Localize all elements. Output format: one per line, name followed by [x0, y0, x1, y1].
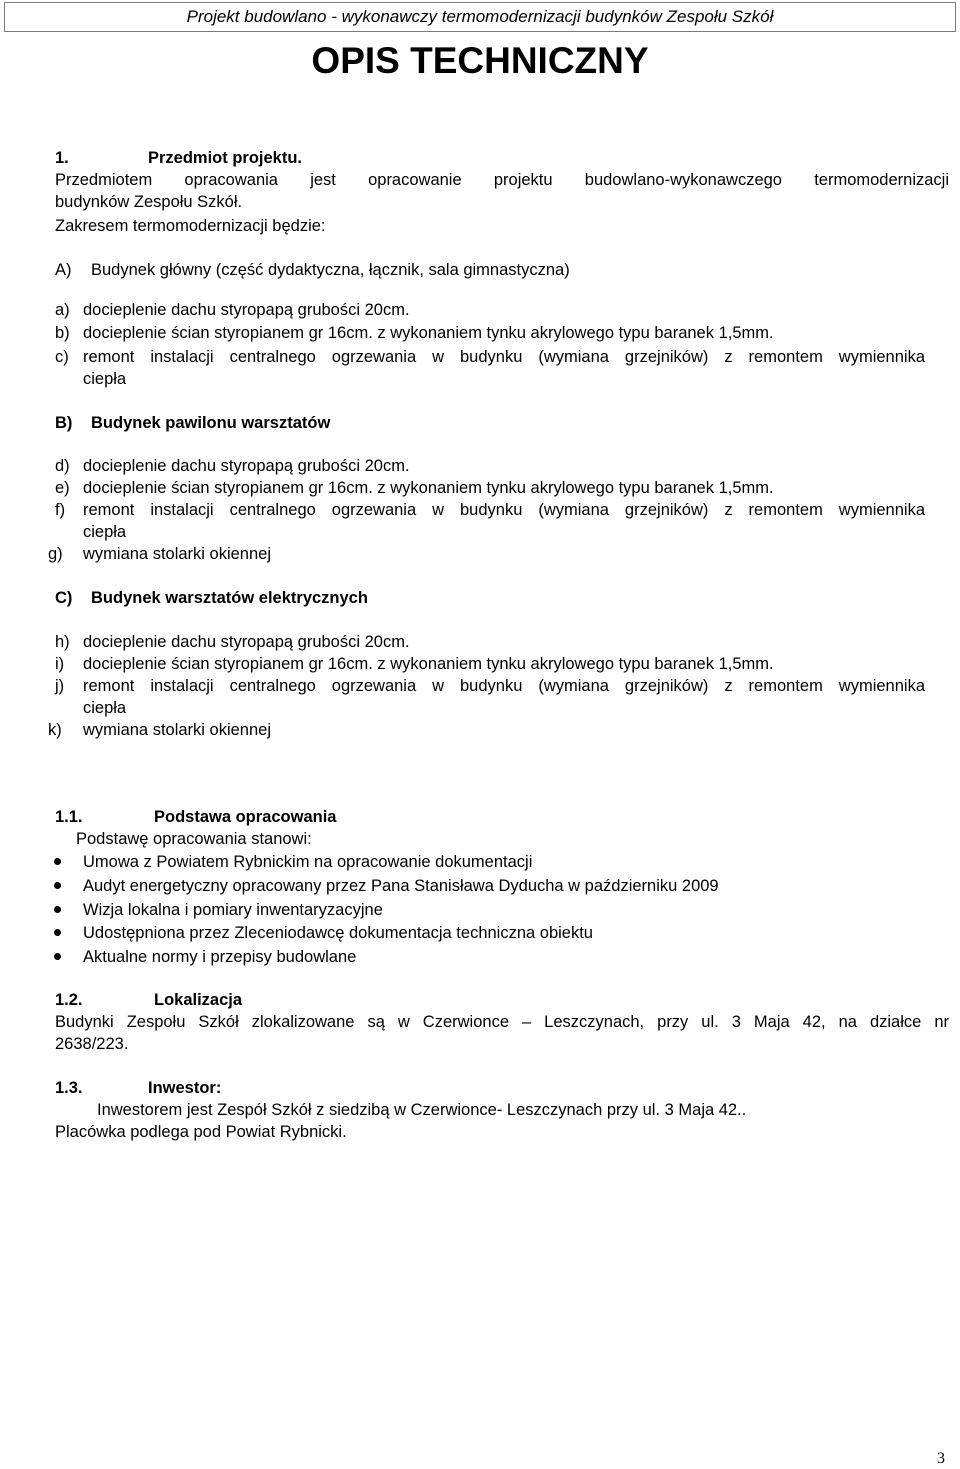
item-text: docieplenie ścian styropianem gr 16cm. z wykonaniem tynku akrylowego typu baranek 1,5mm. [83, 324, 774, 342]
item-label: i) [55, 655, 65, 673]
item-text: docieplenie ścian styropianem gr 16cm. z wykonaniem tynku akrylowego typu baranek 1,5mm. [83, 479, 774, 497]
group-a-title: Budynek główny (część dydaktyczna, łącznik, sala gimnastyczna) [91, 261, 570, 279]
section-1-3-number: 1.3. [55, 1079, 83, 1097]
basis-item: Udostępniona przez Zleceniodawcę dokumentacja techniczna obiektu [83, 924, 593, 942]
basis-item: Aktualne normy i przepisy budowlane [83, 948, 357, 966]
item-text: remont instalacji centralnego ogrzewania w budynku (wymiana grzejników) z remontem wymiennika [83, 348, 925, 366]
basis-item: Umowa z Powiatem Rybnickim na opracowanie dokumentacji [83, 853, 533, 871]
bullet-icon [54, 953, 61, 960]
item-label: e) [55, 479, 70, 497]
running-header: Projekt budowlano - wykonawczy termomodernizacji budynków Zespołu Szkół [4, 2, 956, 32]
item-text: wymiana stolarki okiennej [83, 545, 272, 563]
section-1-paragraph-line-1: Przedmiotem opracowania jest opracowanie projektu budowlano-wykonawczego termomodernizacji [55, 171, 949, 189]
section-1-1-number: 1.1. [55, 808, 83, 826]
item-text: docieplenie dachu styropapą grubości 20cm. [83, 301, 410, 319]
basis-item: Wizja lokalna i pomiary inwentaryzacyjne [83, 901, 383, 919]
item-label: c) [55, 348, 69, 366]
page-number: 3 [937, 1450, 945, 1467]
location-line-2: 2638/223. [55, 1035, 129, 1053]
section-1-number: 1. [55, 149, 69, 167]
location-line-1: Budynki Zespołu Szkół zlokalizowane są w Czerwionce – Leszczynach, przy ul. 3 Maja 42, na działce nr [55, 1013, 949, 1031]
group-a-label: A) [55, 261, 72, 279]
bullet-icon [54, 882, 61, 889]
bullet-icon [54, 858, 61, 865]
item-label: b) [55, 324, 70, 342]
item-label: k) [48, 721, 62, 739]
group-b-title: Budynek pawilonu warsztatów [91, 414, 331, 432]
section-1-1-heading: Podstawa opracowania [154, 808, 337, 826]
item-text: remont instalacji centralnego ogrzewania w budynku (wymiana grzejników) z remontem wymiennika [83, 677, 925, 695]
document-title: OPIS TECHNICZNY [311, 40, 649, 81]
item-label: f) [55, 501, 66, 519]
item-text-continued: ciepła [83, 523, 127, 541]
item-text: wymiana stolarki okiennej [83, 721, 272, 739]
section-1-heading: Przedmiot projektu. [148, 149, 303, 167]
item-text: docieplenie dachu styropapą grubości 20cm. [83, 633, 410, 651]
section-1-3-heading: Inwestor: [148, 1079, 222, 1097]
item-label: g) [48, 545, 63, 563]
item-text-continued: ciepła [83, 370, 127, 388]
item-label: j) [55, 677, 65, 695]
bullet-icon [54, 906, 61, 913]
basis-item: Audyt energetyczny opracowany przez Pana Stanisława Dyducha w październiku 2009 [83, 877, 719, 895]
item-text: docieplenie ścian styropianem gr 16cm. z wykonaniem tynku akrylowego typu baranek 1,5mm. [83, 655, 774, 673]
investor-line-1: Inwestorem jest Zespół Szkół z siedzibą w Czerwionce- Leszczynach przy ul. 3 Maja 42.. [97, 1101, 747, 1119]
basis-intro: Podstawę opracowania stanowi: [76, 830, 312, 848]
item-label: h) [55, 633, 70, 651]
section-1-2-heading: Lokalizacja [154, 991, 243, 1009]
item-text: remont instalacji centralnego ogrzewania w budynku (wymiana grzejników) z remontem wymiennika [83, 501, 925, 519]
group-b-label: B) [55, 414, 73, 432]
item-label: a) [55, 301, 70, 319]
investor-line-2: Placówka podlega pod Powiat Rybnicki. [55, 1123, 347, 1141]
section-1-paragraph-line-2: budynków Zespołu Szkół. [55, 193, 243, 211]
item-text-continued: ciepła [83, 699, 127, 717]
bullet-icon [54, 929, 61, 936]
group-c-title: Budynek warsztatów elektrycznych [91, 589, 368, 607]
item-label: d) [55, 457, 70, 475]
section-1-2-number: 1.2. [55, 991, 83, 1009]
scope-intro: Zakresem termomodernizacji będzie: [55, 217, 326, 235]
item-text: docieplenie dachu styropapą grubości 20cm. [83, 457, 410, 475]
group-c-label: C) [55, 589, 73, 607]
